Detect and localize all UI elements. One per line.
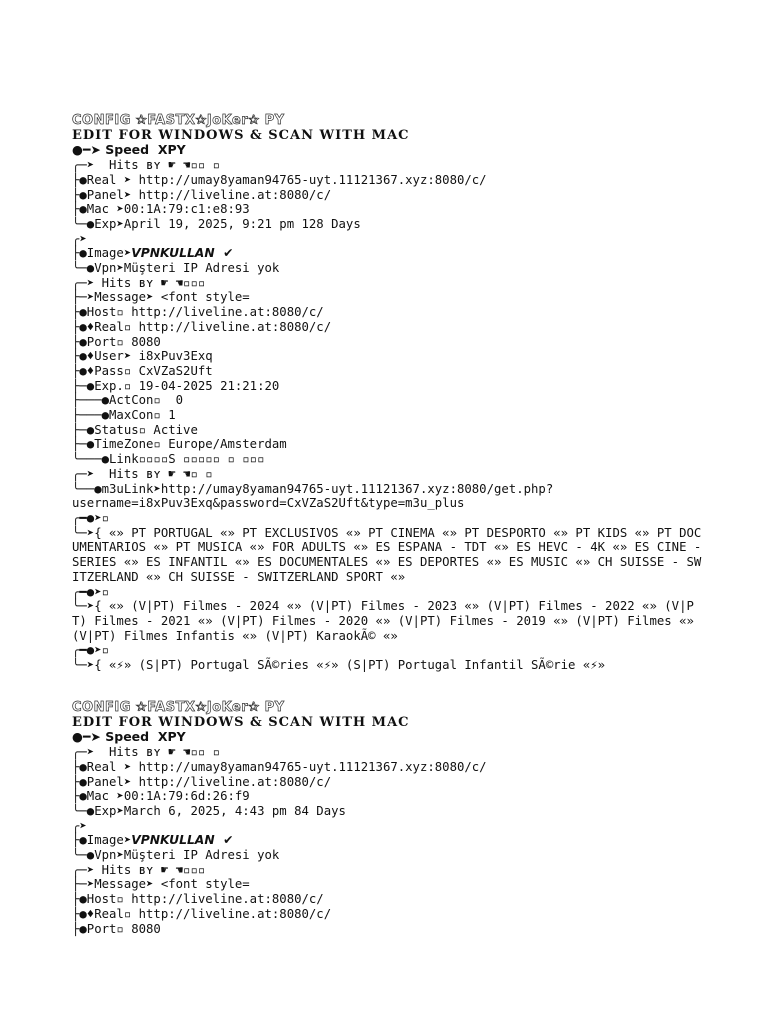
pass-line: ├●♦Pass▫ CxVZaS2Uft [72, 363, 213, 378]
exp-line: ╰─●Exp➤March 6, 2025, 4:43 pm 84 Days [72, 803, 346, 818]
host-line: ├●Host▫ http://liveline.at:8080/c/ [72, 892, 324, 907]
timezone-line: ├─●TimeZone▫ Europe/Amsterdam [72, 437, 287, 452]
mac-line: ├●Mac ➤00:1A:79:6d:26:f9 [72, 789, 250, 804]
config-title: CONFIG ✰FASTX✰JoKer✰ PY [72, 700, 285, 715]
status-line: ├─●Status▫ Active [72, 422, 198, 437]
hits-header: ╭─➤ Hits ʙʏ ☛ ☚▫▫ ▫ [72, 158, 221, 173]
message-line: ├─➤Message➤ <font style= [72, 877, 250, 892]
exp2-line: ├─●Exp.▫ 19-04-2025 21:21:20 [72, 378, 280, 393]
arrow-line: ╭➤ [72, 818, 87, 833]
edit-heading: EDIT FOR WINDOWS & SCAN WITH MAC [72, 127, 410, 143]
real-url-line: ├●Real ➤ http://umay8yaman94765-uyt.11121367.xyz:8080/c/ [72, 172, 487, 187]
real2-line: ├●♦Real▫ http://liveline.at:8080/c/ [72, 906, 332, 921]
host-line: ├●Host▫ http://liveline.at:8080/c/ [72, 305, 324, 320]
mac-line: ├●Mac ➤00:1A:79:c1:e8:93 [72, 202, 250, 217]
message-line: ├─➤Message➤ <font style= [72, 290, 250, 305]
image-value: VPNKULLAN ✔ [131, 833, 234, 848]
config-entry-1 [72, 113, 709, 673]
real2-line: ├●♦Real▫ http://liveline.at:8080/c/ [72, 319, 332, 334]
image-label: ├●Image➤ [72, 246, 132, 261]
hits-header-2: ╭─➤ Hits ʙʏ ☛ ☚▫▫▫ [72, 275, 206, 290]
category-header-2: ╭━●➤▫ [72, 584, 110, 599]
hits-header-2: ╭─➤ Hits ʙʏ ☛ ☚▫▫▫ [72, 862, 206, 877]
speed-line: ●━➤ Speed XPY [72, 729, 186, 745]
category-list-3: ╰─➤{ «⚡» (S|PT) Portugal SÃ©ries «⚡» (S|PT) Portugal Infantil SÃ©rie «⚡» [72, 658, 606, 673]
config-title: CONFIG ✰FASTX✰JoKer✰ PY [72, 113, 285, 128]
hits-header: ╭─➤ Hits ʙʏ ☛ ☚▫▫ ▫ [72, 745, 221, 760]
category-header-3: ╭━●➤▫ [72, 643, 110, 658]
arrow-line: ╭➤ [72, 231, 87, 246]
actcon-line: ├───●ActCon▫ 0 [72, 393, 184, 408]
category-list-2: ╰─➤{ «» (V|PT) Filmes - 2024 «» (V|PT) Filmes - 2023 «» (V|PT) Filmes - 2022 «» (V|PT) Filmes - 2021 «» (V|PT) Filmes - 2020 «» (V|PT) Filmes - 2019 «» (V|PT) Filmes «» (V|PT) Filmes Infantis «» (V|PT) KaraokÃ© «» [72, 599, 702, 643]
config-entry-2 [72, 701, 702, 936]
edit-heading: EDIT FOR WINDOWS & SCAN WITH MAC [72, 714, 410, 730]
category-header-1: ╭━●➤▫ [72, 510, 110, 525]
image-label: ├●Image➤ [72, 833, 132, 848]
speed-line: ●━➤ Speed XPY [72, 142, 186, 158]
real-url-line: ├●Real ➤ http://umay8yaman94765-uyt.11121367.xyz:8080/c/ [72, 759, 487, 774]
hits-header-3: ╭─➤ Hits ʙʏ ☛ ☚▫ ▫ [72, 466, 213, 481]
user-line: ├●♦User➤ i8xPuv3Exq [72, 349, 213, 364]
panel-url-line: ├●Panel➤ http://liveline.at:8080/c/ [72, 187, 332, 202]
category-list-1: ╰─➤{ «» PT PORTUGAL «» PT EXCLUSIVOS «» PT CINEMA «» PT DESPORTO «» PT KIDS «» PT DOCUMENTARIOS «» PT MUSICA «» FOR ADULTS «» ES ESPANA - TDT «» ES HEVC - 4K «» ES CINE - SERIES «» ES INFANTIL «» ES DOCUMENTALES «» ES DEPORTES «» ES MUSIC «» CH SUISSE - SWITZERLAND «» CH SUISSE - SWITZERLAND SPORT «» [72, 525, 709, 584]
exp-line: ╰─●Exp➤April 19, 2025, 9:21 pm 128 Days [72, 216, 361, 231]
link-line: ╰───●Link▫▫▫▫S ▫▫▫▫▫ ▫ ▫▫▫ [72, 452, 265, 467]
vpn-line: ╰─●Vpn➤Müşteri IP Adresi yok [72, 261, 280, 276]
image-line [72, 246, 702, 261]
m3u-link-cont: username=i8xPuv3Exq&password=CxVZaS2Uft&type=m3u_plus [72, 496, 465, 511]
maxcon-line: ├───●MaxCon▫ 1 [72, 408, 176, 423]
image-line [72, 833, 702, 848]
vpn-line: ╰─●Vpn➤Müşteri IP Adresi yok [72, 848, 280, 863]
panel-url-line: ├●Panel➤ http://liveline.at:8080/c/ [72, 774, 332, 789]
m3u-link-line: ╰──●m3uLink➤http://umay8yaman94765-uyt.11121367.xyz:8080/get.php? [72, 481, 554, 496]
port-line: ├●Port▫ 8080 [72, 334, 161, 349]
port-line: ├●Port▫ 8080 [72, 921, 161, 936]
image-value: VPNKULLAN ✔ [131, 246, 234, 261]
